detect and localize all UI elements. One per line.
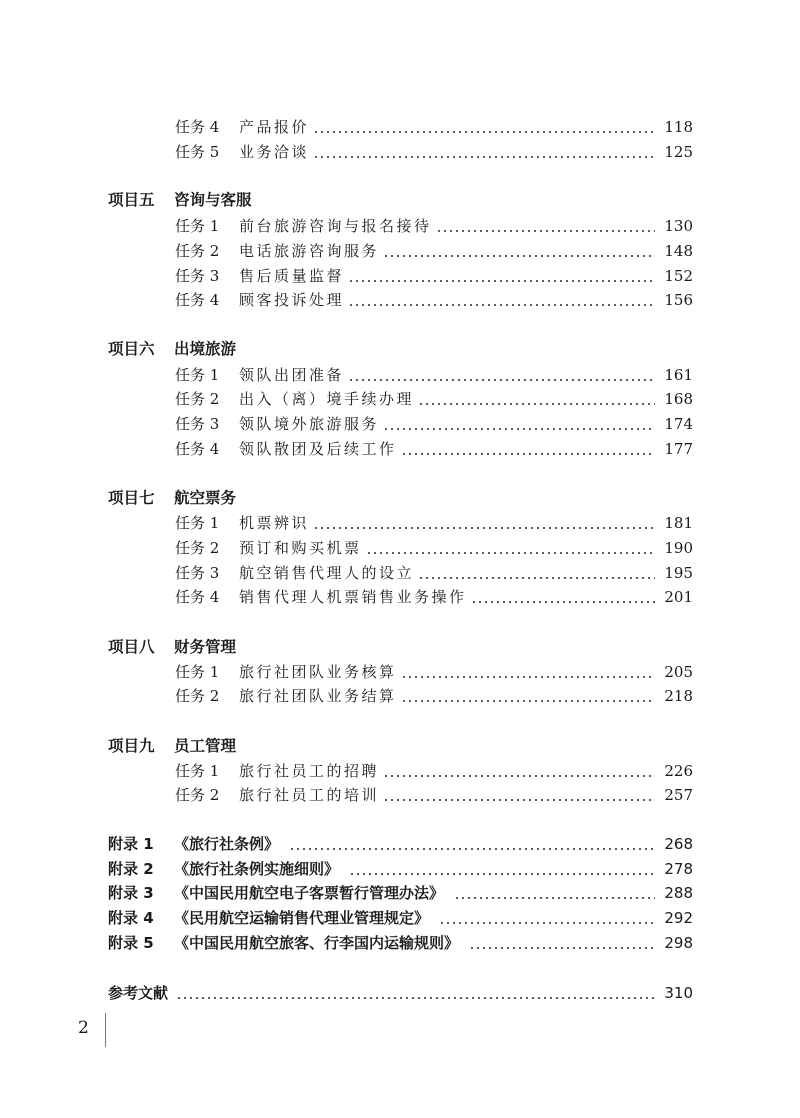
project-title: 咨询与客服 — [174, 191, 252, 209]
dot-leader — [401, 661, 655, 683]
project-number: 项目五 — [108, 191, 155, 209]
task-number: 任务 1 — [175, 762, 220, 780]
appendix-entry[interactable] — [108, 907, 693, 929]
toc-entry[interactable] — [175, 116, 693, 138]
task-title: 产品报价 — [239, 118, 310, 136]
dot-leader — [313, 141, 655, 163]
task-number: 任务 3 — [175, 267, 220, 285]
dot-leader — [383, 784, 655, 806]
toc-entry[interactable] — [175, 562, 693, 584]
task-number: 任务 2 — [175, 242, 220, 260]
dot-leader — [313, 512, 655, 534]
project-title: 员工管理 — [174, 737, 237, 755]
appendix-title: 《中国民用航空电子客票暂行管理办法》 — [174, 884, 445, 902]
task-number: 任务 4 — [175, 118, 220, 136]
project-number: 项目九 — [108, 737, 155, 755]
page-number: 148 — [664, 242, 693, 260]
project-heading[interactable] — [108, 337, 236, 361]
task-number: 任务 4 — [175, 588, 220, 606]
page-number: 156 — [664, 291, 693, 309]
dot-leader — [348, 265, 655, 287]
project-heading[interactable] — [108, 486, 236, 510]
toc-entry[interactable] — [175, 240, 693, 262]
appendix-number: 附录 5 — [108, 934, 154, 952]
task-title: 售后质量监督 — [239, 267, 345, 285]
project-title: 航空票务 — [174, 489, 237, 507]
toc-entry[interactable] — [175, 586, 693, 608]
page-number: 226 — [664, 762, 693, 780]
task-title: 顾客投诉处理 — [239, 291, 345, 309]
task-number: 任务 1 — [175, 663, 220, 681]
appendix-title: 《旅行社条例》 — [174, 835, 280, 853]
dot-leader — [454, 882, 655, 904]
page-number: 130 — [664, 217, 693, 235]
page-number: 201 — [664, 588, 693, 606]
dot-leader — [439, 907, 655, 929]
appendix-entry[interactable] — [108, 833, 693, 855]
footer-rule — [105, 1013, 106, 1047]
task-title: 旅行社团队业务结算 — [239, 687, 397, 705]
toc-entry[interactable] — [175, 661, 693, 683]
page-number: 278 — [664, 860, 693, 878]
dot-leader — [418, 388, 655, 410]
page-number: 118 — [664, 118, 693, 136]
dot-leader — [349, 858, 655, 880]
task-number: 任务 2 — [175, 390, 220, 408]
page-number: 218 — [664, 687, 693, 705]
toc-entry[interactable] — [175, 438, 693, 460]
task-number: 任务 3 — [175, 564, 220, 582]
project-number: 项目七 — [108, 489, 155, 507]
page-number: 161 — [664, 366, 693, 384]
task-number: 任务 2 — [175, 539, 220, 557]
toc-entry[interactable] — [175, 265, 693, 287]
project-number: 项目六 — [108, 340, 155, 358]
task-title: 领队散团及后续工作 — [239, 440, 397, 458]
task-title: 出入（离）境手续办理 — [239, 390, 415, 408]
task-number: 任务 2 — [175, 687, 220, 705]
toc-entry[interactable] — [175, 215, 693, 237]
appendix-entry[interactable] — [108, 858, 693, 880]
dot-leader — [469, 932, 655, 954]
task-number: 任务 4 — [175, 291, 220, 309]
toc-entry[interactable] — [175, 141, 693, 163]
task-number: 任务 5 — [175, 143, 220, 161]
appendix-number: 附录 3 — [108, 884, 154, 902]
page-number: 168 — [664, 390, 693, 408]
page-number: 268 — [664, 835, 693, 853]
page-number: 190 — [664, 539, 693, 557]
project-title: 出境旅游 — [174, 340, 237, 358]
page-number: 195 — [664, 564, 693, 582]
task-title: 旅行社员工的培训 — [239, 786, 380, 804]
dot-leader — [418, 562, 655, 584]
references-title: 参考文献 — [108, 984, 169, 1002]
page-number: 205 — [664, 663, 693, 681]
appendix-number: 附录 2 — [108, 860, 154, 878]
dot-leader — [289, 833, 655, 855]
task-number: 任务 3 — [175, 415, 220, 433]
dot-leader — [348, 289, 655, 311]
page-number: 181 — [664, 514, 693, 532]
task-title: 预订和购买机票 — [239, 539, 362, 557]
appendix-entry[interactable] — [108, 882, 693, 904]
toc-entry[interactable] — [175, 413, 693, 435]
dot-leader — [436, 215, 655, 237]
appendix-title: 《旅行社条例实施细则》 — [174, 860, 340, 878]
dot-leader — [383, 760, 655, 782]
toc-entry[interactable] — [175, 537, 693, 559]
dot-leader — [401, 685, 655, 707]
page-number: 125 — [664, 143, 693, 161]
toc-entry[interactable] — [175, 784, 693, 806]
task-title: 电话旅游咨询服务 — [239, 242, 380, 260]
toc-entry[interactable] — [175, 512, 693, 534]
dot-leader — [313, 116, 655, 138]
dot-leader — [176, 982, 655, 1004]
page-number: 257 — [664, 786, 693, 804]
task-number: 任务 1 — [175, 514, 220, 532]
toc-entry[interactable] — [175, 685, 693, 707]
toc-entry[interactable] — [175, 388, 693, 410]
dot-leader — [366, 537, 655, 559]
task-number: 任务 2 — [175, 786, 220, 804]
appendix-title: 《民用航空运输销售代理业管理规定》 — [174, 909, 430, 927]
references-entry[interactable] — [108, 982, 693, 1004]
page-number: 288 — [664, 884, 693, 902]
dot-leader — [383, 240, 655, 262]
dot-leader — [471, 586, 655, 608]
project-title: 财务管理 — [174, 638, 237, 656]
dot-leader — [401, 438, 655, 460]
appendix-title: 《中国民用航空旅客、行李国内运输规则》 — [174, 934, 460, 952]
task-title: 销售代理人机票销售业务操作 — [239, 588, 467, 606]
toc-entry[interactable] — [175, 760, 693, 782]
page-number: 292 — [664, 909, 693, 927]
project-heading[interactable] — [108, 188, 252, 212]
page-number: 174 — [664, 415, 693, 433]
appendix-entry[interactable] — [108, 932, 693, 954]
appendix-number: 附录 4 — [108, 909, 154, 927]
page-number: 310 — [664, 984, 693, 1002]
dot-leader — [383, 413, 655, 435]
task-title: 领队出团准备 — [239, 366, 345, 384]
project-heading[interactable] — [108, 734, 236, 758]
appendix-number: 附录 1 — [108, 835, 154, 853]
page-number: 152 — [664, 267, 693, 285]
task-title: 旅行社员工的招聘 — [239, 762, 380, 780]
task-number: 任务 1 — [175, 366, 220, 384]
toc-entry[interactable] — [175, 364, 693, 386]
task-title: 航空销售代理人的设立 — [239, 564, 415, 582]
task-title: 前台旅游咨询与报名接待 — [239, 217, 432, 235]
task-number: 任务 4 — [175, 440, 220, 458]
page-number: 298 — [664, 934, 693, 952]
dot-leader — [348, 364, 655, 386]
toc-entry[interactable] — [175, 289, 693, 311]
task-title: 旅行社团队业务核算 — [239, 663, 397, 681]
task-title: 业务洽谈 — [239, 143, 310, 161]
project-number: 项目八 — [108, 638, 155, 656]
page-number: 177 — [664, 440, 693, 458]
project-heading[interactable] — [108, 635, 236, 659]
task-number: 任务 1 — [175, 217, 220, 235]
task-title: 领队境外旅游服务 — [239, 415, 380, 433]
task-title: 机票辨识 — [239, 514, 310, 532]
footer-page-number: 2 — [78, 1018, 89, 1038]
